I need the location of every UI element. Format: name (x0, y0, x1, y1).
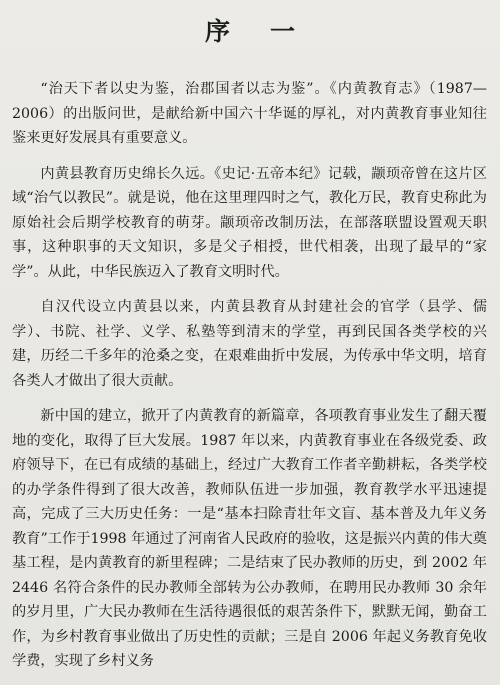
preface-body (12, 77, 487, 674)
paragraph: “治天下者以史为鉴，治郡国者以志为鉴”。《内黄教育志》（1987—2006）的出版问世，是献给新中国六十华诞的厚礼，对内黄教育事业知往鉴来更好发展具有重要意义。 (12, 81, 487, 146)
title-char-1: 序 (204, 17, 230, 46)
paragraph: 新中国的建立，掀开了内黄教育的新篇章，各项教育事业发生了翻天覆地的变化，取得了巨大发展。1987 年以来，内黄教育事业在各级党委、政府领导下，在已有成绩的基础上，经过广大教育工作者辛勤耕耘，各类学校的办学条件得到了很大改善，教师队伍进一步加强，教育教学水平迅速提高，完成了三大历史任务：一是“基本扫除青壮年文盲、基本普及九年义务教育”工作于1998 年通过了河南省人民政府的验收，这是振兴内黄的伟大奠基工程，是内黄教育的新里程碑；二是结束了民办教师的历史，到 2002 年2446 名符合条件的民办教师全部转为公办教师，在聘用民办教师 30 余年的岁月里，广大民办教师在生活待遇很低的艰苦条件下，默默无闻，勤奋工作，为乡村教育事业做出了历史性的贡献；三是自 2006 年起义务教育免收学费，实现了乡村义务 (12, 408, 487, 669)
paragraph: 内黄县教育历史绵长久远。《史记·五帝本纪》记载，颛顼帝曾在这片区域“治气以教民”。就是说，他在这里理四时之气，教化万民，教育史称此为原始社会后期学校教育的萌芽。颛顼帝改制历法，在部落联盟设置观天职事，这种职事的天文知识，多是父子相授，世代相袭，出现了最早的“家学”。从此，中华民族迈入了教育文明时代。 (12, 165, 487, 280)
page-title (0, 12, 500, 48)
title-char-2: 一 (270, 17, 296, 46)
paragraph: 自汉代设立内黄县以来，内黄县教育从封建社会的官学（县学、儒学）、书院、社学、义学、私塾等到清末的学堂，再到民国各类学校的兴建，历经二千多年的沧桑之变，在艰难曲折中发展，为传承中华文明，培育各类人才做出了很大贡献。 (12, 299, 487, 389)
